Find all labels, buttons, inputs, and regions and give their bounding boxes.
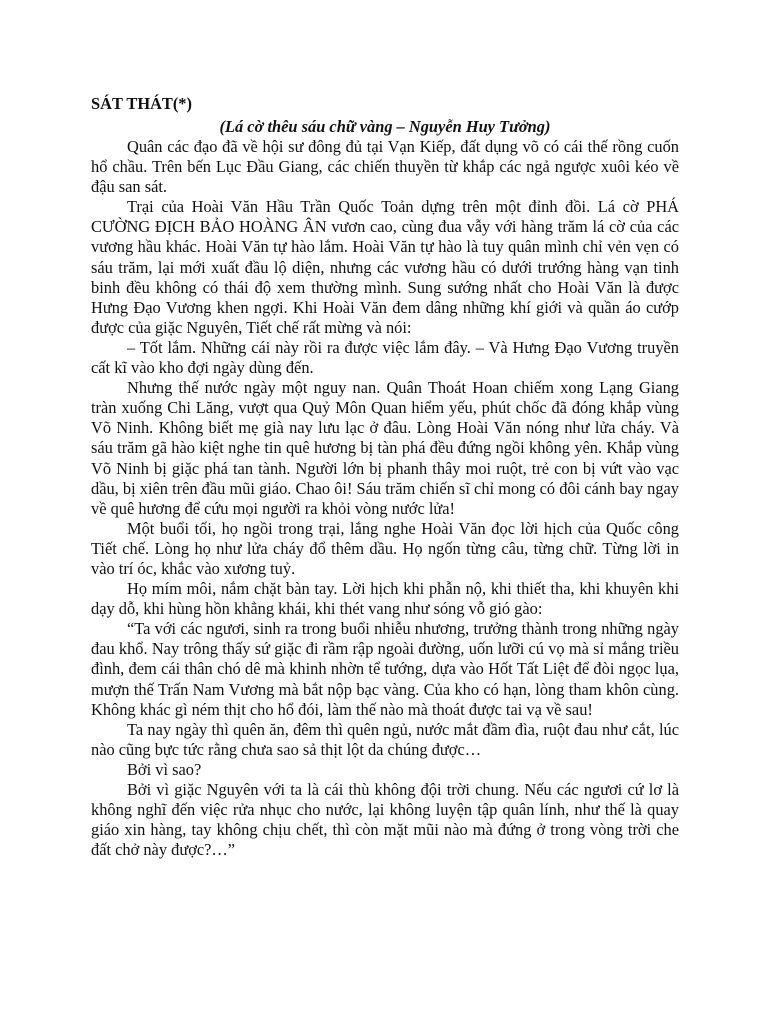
paragraph: “Ta với các ngươi, sinh ra trong buổi nhiễu nhương, trưởng thành trong những ngày đau khổ. Nay trông thấy sứ giặc đi rầm rập ngoài đường, uốn lưỡi cú vọ mà sỉ mắng triều đình, đem cái thân chó dê mà khinh nhờn tể tướng, dựa vào Hốt Tất Liệt để đòi ngọc lụa, mượn thế Trấn Nam Vương mà bắt nộp bạc vàng. Của kho có hạn, lòng tham khôn cùng. Không khác gì ném thịt cho hổ đói, làm thế nào mà thoát được tai vạ về sau! bbox=[91, 619, 679, 719]
paragraph: Quân các đạo đã về hội sư đông đủ tại Vạn Kiếp, đất dụng võ có cái thế rồng cuốn hổ chầu. Trên bến Lục Đầu Giang, các chiến thuyền từ khắp các ngả ngược xuôi kéo về đậu san sát. bbox=[91, 137, 679, 197]
paragraph: Họ mím môi, nắm chặt bàn tay. Lời hịch khi phẫn nộ, khi thiết tha, khi khuyên khi dạy dỗ, khi hùng hồn khẳng khái, khi thét vang như sóng vỗ gió gào: bbox=[91, 579, 679, 619]
paragraph: – Tốt lắm. Những cái này rồi ra được việc lắm đây. – Và Hưng Đạo Vương truyền cất kĩ vào kho đợi ngày dùng đến. bbox=[91, 337, 679, 378]
document-body bbox=[91, 137, 679, 860]
document-title: SÁT THÁT(*) bbox=[91, 94, 192, 113]
document-subtitle: (Lá cờ thêu sáu chữ vàng – Nguyễn Huy Tưởng) bbox=[219, 117, 551, 136]
paragraph: Trại của Hoài Văn Hầu Trần Quốc Toản dựng trên một đỉnh đồi. Lá cờ PHÁ CƯỜNG ĐỊCH BẢO HOÀNG ÂN vươn cao, cùng đua vẫy với hàng trăm lá cờ của các vương hầu khác. Hoài Văn tự hào lắm. Hoài Văn tự hào là tuy quân mình chỉ vẻn vẹn có sáu trăm, lại mới xuất đầu lộ diện, nhưng các vương hầu có dưới trướng hàng vạn tinh binh đều không có thái độ xem thường mình. Sung sướng nhất cho Hoài Văn là được Hưng Đạo Vương khen ngợi. Khi Hoài Văn đem dâng những khí giới và quần áo cướp được của giặc Nguyên, Tiết chế rất mừng và nói: bbox=[91, 197, 679, 337]
paragraph: Bởi vì sao? bbox=[127, 759, 202, 779]
paragraph: Ta nay ngày thì quên ăn, đêm thì quên ngủ, nước mắt đầm đìa, ruột đau như cắt, lúc nào cũng bực tức rằng chưa sao sả thịt lột da chúng được… bbox=[91, 719, 679, 759]
paragraph: Bởi vì giặc Nguyên với ta là cái thù không đội trời chung. Nếu các ngươi cứ lơ là không nghĩ đến việc rửa nhục cho nước, lại không luyện tập quân lính, như thế là quay giáo xin hàng, tay không chịu chết, thì còn mặt mũi nào mà đứng ở trong vòng trời che đất chở này được?…” bbox=[91, 780, 679, 860]
paragraph: Một buổi tối, họ ngồi trong trại, lắng nghe Hoài Văn đọc lời hịch của Quốc công Tiết chế. Lòng họ như lửa cháy đổ thêm dầu. Họ ngốn từng câu, từng chữ. Từng lời in vào trí óc, khắc vào xương tuỷ. bbox=[91, 518, 679, 578]
paragraph: Nhưng thế nước ngày một nguy nan. Quân Thoát Hoan chiếm xong Lạng Giang tràn xuống Chi Lăng, vượt qua Quỷ Môn Quan hiểm yếu, phút chốc đã đóng khắp vùng Võ Ninh. Không biết mẹ già nay lưu lạc ở đâu. Lòng Hoài Văn nóng như lửa cháy. Và sáu trăm gã hào kiệt nghe tin quê hương bị tàn phá đều đứng ngồi không yên. Khắp vùng Võ Ninh bị giặc phá tan tành. Người lớn bị phanh thây moi ruột, trẻ con bị vứt vào vạc dầu, bị xiên trên đầu mũi giáo. Chao ôi! Sáu trăm chiến sĩ chỉ mong có đôi cánh bay ngay về quê hương để cứu mọi người ra khỏi vòng nước lửa! bbox=[91, 378, 679, 518]
